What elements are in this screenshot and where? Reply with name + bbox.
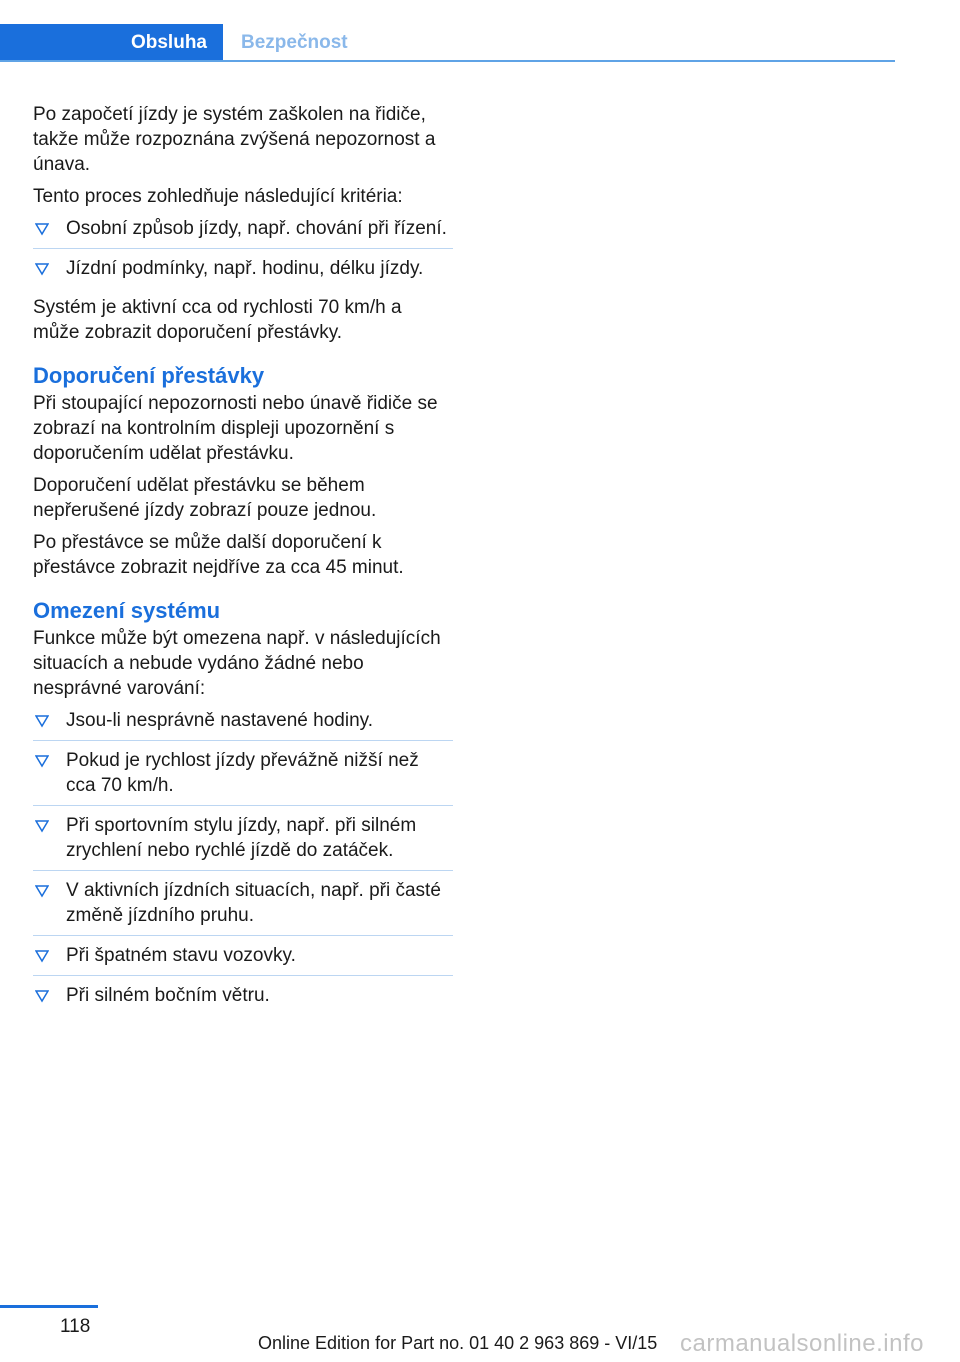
section1-paragraph-2: Doporučení udělat přestávku se během nepřerušené jízdy zobrazí pouze jednou. — [33, 475, 377, 521]
triangle-bullet-icon — [35, 989, 49, 1003]
list-item-text: Pokud je rychlost jízdy převážně nižší než cca 70 km/h. — [66, 750, 419, 796]
header-divider — [0, 60, 895, 62]
list-item-text: Jízdní podmínky, např. hodinu, délku jízdy. — [66, 258, 424, 279]
list-item-text: Osobní způsob jízdy, např. chování při řízení. — [66, 218, 447, 239]
list-item — [33, 813, 453, 871]
footer-rule — [0, 1305, 98, 1308]
triangle-bullet-icon — [35, 884, 49, 898]
triangle-bullet-icon — [35, 714, 49, 728]
list-item — [33, 708, 453, 741]
page-number: 118 — [60, 1316, 91, 1337]
list-item-text: Jsou-li nesprávně nastavené hodiny. — [66, 710, 374, 731]
section1-paragraph-1: Při stoupající nepozornosti nebo únavě řidiče se zobrazí na kontrolním displeji upozornění s doporučením udělat přestávku. — [33, 393, 438, 464]
list-item — [33, 878, 453, 936]
list-item-text: V aktivních jízdních situacích, např. při časté změně jízdního pruhu. — [66, 880, 441, 926]
list-item-text: Při sportovním stylu jízdy, např. při silném zrychlení nebo rychlé jízdě do zatáček. — [66, 815, 417, 861]
list-item — [33, 256, 453, 288]
section1-paragraph-3: Po přestávce se může další doporučení k přestávce zobrazit nejdříve za cca 45 minut. — [33, 532, 404, 578]
tab-obsluha[interactable]: Obsluha — [0, 24, 223, 62]
list-item — [33, 983, 453, 1015]
tab-bezpecnost[interactable]: Bezpečnost — [241, 32, 348, 53]
criteria-list — [33, 216, 453, 288]
main-content — [33, 102, 453, 1022]
list-item-text: Při silném bočním větru. — [66, 985, 270, 1006]
triangle-bullet-icon — [35, 819, 49, 833]
section2-paragraph-1: Funkce může být omezena např. v následujících situacích a nebude vydáno žádné nebo nesprávné varování: — [33, 628, 441, 699]
list-item — [33, 943, 453, 976]
section-heading-break-recommendation: Doporučení přestávky — [33, 363, 265, 388]
intro-paragraph-2: Tento proces zohledňuje následující kritéria: — [33, 186, 403, 207]
triangle-bullet-icon — [35, 949, 49, 963]
page-header — [0, 24, 895, 62]
intro-paragraph-3: Systém je aktivní cca od rychlosti 70 km/h a může zobrazit doporučení přestávky. — [33, 297, 402, 343]
list-item — [33, 748, 453, 806]
triangle-bullet-icon — [35, 222, 49, 236]
edition-note: Online Edition for Part no. 01 40 2 963 869 - VI/15 — [258, 1333, 658, 1353]
triangle-bullet-icon — [35, 262, 49, 276]
section-heading-system-limits: Omezení systému — [33, 598, 221, 623]
list-item — [33, 216, 453, 249]
watermark: carmanualsonline.info — [680, 1330, 924, 1357]
limits-list — [33, 708, 453, 1015]
triangle-bullet-icon — [35, 754, 49, 768]
intro-paragraph-1: Po započetí jízdy je systém zaškolen na řidiče, takže může rozpoznána zvýšená nepozornost a únava. — [33, 104, 436, 175]
list-item-text: Při špatném stavu vozovky. — [66, 945, 296, 966]
